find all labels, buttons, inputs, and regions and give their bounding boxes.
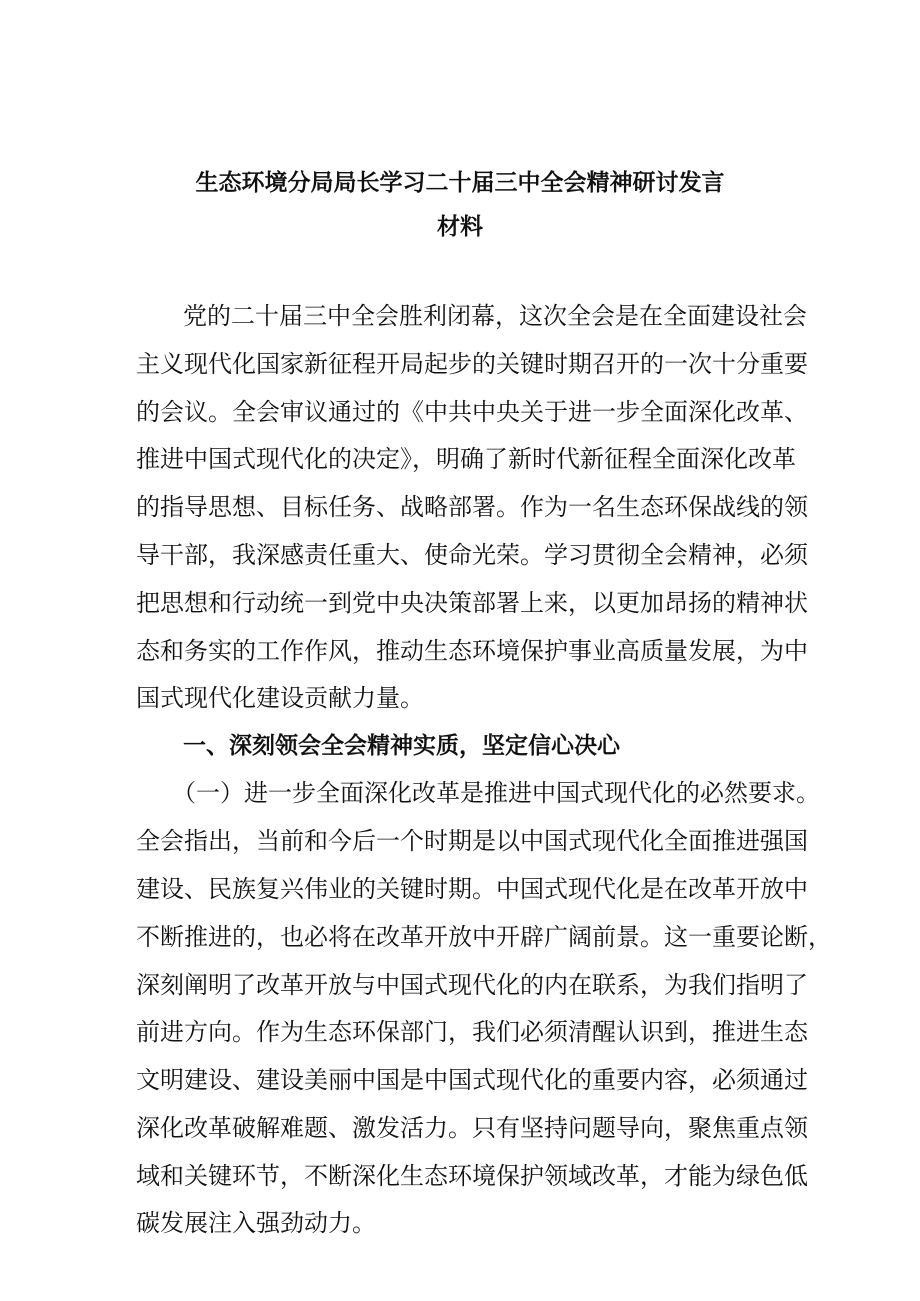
- paragraph-2-line: 不断推进的，也必将在改革开放中开辟广阔前景。这一重要论断，: [136, 923, 832, 951]
- paragraph-2-line: （一）进一步全面深化改革是推进中国式现代化的必然要求。: [172, 779, 820, 807]
- paragraph-2-line: 域和关键环节，不断深化生态环境保护领域改革，才能为绿色低: [136, 1162, 808, 1190]
- document-title-line-1: 生态环境分局局长学习二十届三中全会精神研讨发言: [195, 170, 725, 196]
- paragraph-2-line: 文明建设、建设美丽中国是中国式现代化的重要内容，必须通过: [136, 1066, 808, 1094]
- paragraph-2-line: 全会指出，当前和今后一个时期是以中国式现代化全面推进强国: [136, 827, 808, 855]
- paragraph-2-line: 深化改革破解难题、激发活力。只有坚持问题导向，聚焦重点领: [136, 1114, 808, 1142]
- paragraph-1-line: 主义现代化国家新征程开局起步的关键时期召开的一次十分重要: [136, 350, 808, 378]
- paragraph-2-line: 碳发展注入强劲动力。: [136, 1209, 376, 1237]
- paragraph-2-line: 建设、民族复兴伟业的关键时期。中国式现代化是在改革开放中: [136, 875, 808, 903]
- paragraph-2-line: 深刻阐明了改革开放与中国式现代化的内在联系，为我们指明了: [136, 971, 808, 999]
- paragraph-1-line: 的指导思想、目标任务、战略部署。作为一名生态环保战线的领: [136, 493, 808, 521]
- document-title-line-2: 材料: [437, 214, 483, 240]
- paragraph-1-line: 把思想和行动统一到党中央决策部署上来，以更加昂扬的精神状: [136, 589, 808, 617]
- paragraph-2-line: 前进方向。作为生态环保部门，我们必须清醒认识到，推进生态: [136, 1018, 808, 1046]
- paragraph-1-line: 党的二十届三中全会胜利闭幕，这次全会是在全面建设社会: [183, 302, 807, 330]
- section-heading-1: 一、深刻领会全会精神实质，坚定信心决心: [183, 733, 620, 759]
- paragraph-1-line: 的会议。全会审议通过的《中共中央关于进一步全面深化改革、: [136, 398, 808, 426]
- paragraph-1-line: 国式现代化建设贡献力量。: [136, 684, 424, 712]
- paragraph-1-line: 导干部，我深感责任重大、使命光荣。学习贯彻全会精神，必须: [136, 541, 808, 569]
- paragraph-1-line: 态和务实的工作作风，推动生态环境保护事业高质量发展，为中: [136, 637, 808, 665]
- paragraph-1-line: 推进中国式现代化的决定》，明确了新时代新征程全面深化改革: [136, 445, 796, 473]
